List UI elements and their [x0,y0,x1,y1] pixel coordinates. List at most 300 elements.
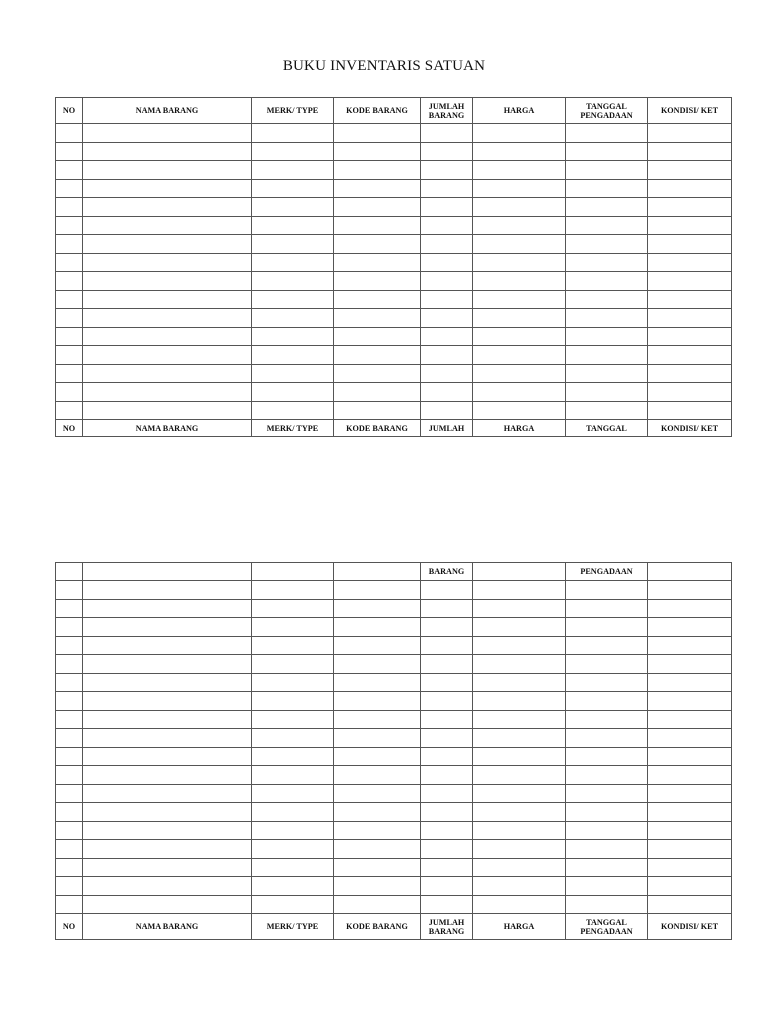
cell-jumlah-barang[interactable] [421,124,473,143]
cell-no[interactable] [56,877,83,896]
cell-tanggal-pengadaan[interactable] [566,692,648,711]
cell-nama-barang[interactable] [83,729,252,748]
cell-merk-type[interactable] [252,142,334,161]
cell-jumlah-barang[interactable] [421,142,473,161]
cell-kode-barang[interactable] [334,821,421,840]
cell-jumlah-barang[interactable] [421,383,473,402]
cell-kondisi-ket[interactable] [648,216,732,235]
cell-tanggal-pengadaan[interactable] [566,599,648,618]
cell-kondisi-ket[interactable] [648,198,732,217]
header-tanggal-line2: PENGADAAN [580,110,633,120]
cell-merk-type[interactable] [252,618,334,637]
cell-nama-barang[interactable] [83,599,252,618]
cell-harga[interactable] [473,747,566,766]
cell-tanggal-pengadaan[interactable] [566,216,648,235]
cell-harga[interactable] [473,179,566,198]
cell-jumlah-barang[interactable] [421,784,473,803]
cell-kondisi-ket[interactable] [648,729,732,748]
cell-no[interactable] [56,161,83,180]
cell-kode-barang[interactable] [334,383,421,402]
cell-kode-barang[interactable] [334,692,421,711]
cell-merk-type[interactable] [252,636,334,655]
cell-merk-type[interactable] [252,673,334,692]
cell-no[interactable] [56,401,83,420]
cell-tanggal-pengadaan[interactable] [566,877,648,896]
cell-harga[interactable] [473,895,566,914]
cell-no[interactable] [56,179,83,198]
cell-harga[interactable] [473,253,566,272]
cell-tanggal-pengadaan[interactable] [566,840,648,859]
cell-harga[interactable] [473,840,566,859]
cell-tanggal-pengadaan[interactable] [566,290,648,309]
cell-jumlah-barang[interactable] [421,346,473,365]
cell-jumlah-barang[interactable] [421,821,473,840]
cell-kondisi-ket[interactable] [648,618,732,637]
cell-merk-type[interactable] [252,253,334,272]
table-row [56,858,732,877]
cell-tanggal-pengadaan[interactable] [566,327,648,346]
cell-no[interactable] [56,618,83,637]
cell-tanggal-pengadaan[interactable] [566,364,648,383]
cell-jumlah-barang[interactable] [421,599,473,618]
cell-merk-type[interactable] [252,895,334,914]
cell-harga[interactable] [473,858,566,877]
cell-kode-barang[interactable] [334,327,421,346]
cell-harga[interactable] [473,636,566,655]
cell-merk-type[interactable] [252,877,334,896]
table-footer-row [56,420,732,437]
footer-no: NO [56,420,83,437]
cell-jumlah-barang[interactable] [421,309,473,328]
cell-harga[interactable] [473,124,566,143]
cell-no[interactable] [56,346,83,365]
cell-no[interactable] [56,309,83,328]
cell-nama-barang[interactable] [83,216,252,235]
cell-nama-barang[interactable] [83,309,252,328]
cell-nama-barang[interactable] [83,364,252,383]
cell-harga[interactable] [473,290,566,309]
cell-tanggal-pengadaan[interactable] [566,655,648,674]
cell-kondisi-ket[interactable] [648,383,732,402]
cell-tanggal-pengadaan[interactable] [566,179,648,198]
cell-harga[interactable] [473,346,566,365]
cell-kode-barang[interactable] [334,216,421,235]
cell-nama-barang[interactable] [83,692,252,711]
header-jumlah-barang [421,98,473,124]
cell-no[interactable] [56,599,83,618]
cell-no[interactable] [56,142,83,161]
cell-jumlah-barang[interactable] [421,895,473,914]
cell-kondisi-ket[interactable] [648,161,732,180]
cell-merk-type[interactable] [252,581,334,600]
cell-kode-barang[interactable] [334,581,421,600]
cell-no[interactable] [56,673,83,692]
cell-kode-barang[interactable] [334,198,421,217]
cell-jumlah-barang[interactable] [421,253,473,272]
cell-kondisi-ket[interactable] [648,895,732,914]
cell-tanggal-pengadaan[interactable] [566,235,648,254]
cell-no[interactable] [56,216,83,235]
cell-no[interactable] [56,766,83,785]
cell-no[interactable] [56,563,83,581]
cell-kondisi-ket[interactable] [648,563,732,581]
header-nama-barang: NAMA BARANG [83,98,252,124]
cell-nama-barang[interactable] [83,877,252,896]
cell-kondisi-ket[interactable] [648,710,732,729]
cell-kode-barang[interactable] [334,803,421,822]
cell-kode-barang[interactable] [334,710,421,729]
cell-kondisi-ket[interactable] [648,235,732,254]
cell-harga[interactable] [473,877,566,896]
cell-kode-barang[interactable] [334,272,421,291]
cell-kondisi-ket[interactable] [648,364,732,383]
cell-jumlah-barang[interactable] [421,198,473,217]
cell-merk-type[interactable] [252,272,334,291]
cell-kode-barang[interactable] [334,235,421,254]
cell-merk-type[interactable] [252,364,334,383]
cell-kondisi-ket[interactable] [648,581,732,600]
cell-merk-type[interactable] [252,747,334,766]
cell-kondisi-ket[interactable] [648,124,732,143]
cell-harga[interactable] [473,309,566,328]
cell-nama-barang[interactable] [83,766,252,785]
cell-kode-barang[interactable] [334,747,421,766]
cell-kode-barang[interactable] [334,124,421,143]
cell-kondisi-ket[interactable] [648,784,732,803]
cell-merk-type[interactable] [252,655,334,674]
cell-tanggal-pengadaan[interactable] [566,729,648,748]
cell-nama-barang[interactable] [83,655,252,674]
cell-jumlah-barang[interactable] [421,327,473,346]
cell-merk-type[interactable] [252,179,334,198]
cell-no[interactable] [56,821,83,840]
cell-jumlah-barang[interactable] [421,655,473,674]
cell-kode-barang[interactable] [334,729,421,748]
cell-merk-type[interactable] [252,858,334,877]
cell-no[interactable] [56,581,83,600]
cell-tanggal-pengadaan[interactable] [566,784,648,803]
cell-harga[interactable] [473,581,566,600]
cell-no[interactable] [56,383,83,402]
cell-no[interactable] [56,364,83,383]
cell-nama-barang[interactable] [83,895,252,914]
table-row [56,895,732,914]
cell-harga[interactable] [473,161,566,180]
cell-kode-barang[interactable] [334,655,421,674]
cell-tanggal-pengadaan[interactable] [566,710,648,729]
cell-harga[interactable] [473,673,566,692]
cell-kondisi-ket[interactable] [648,401,732,420]
cell-kondisi-ket[interactable] [648,272,732,291]
cell-merk-type[interactable] [252,161,334,180]
cell-no[interactable] [56,710,83,729]
cell-nama-barang[interactable] [83,618,252,637]
cell-no[interactable] [56,729,83,748]
cell-jumlah-barang[interactable] [421,581,473,600]
cell-no[interactable] [56,124,83,143]
cell-jumlah-barang[interactable] [421,216,473,235]
cell-no[interactable] [56,636,83,655]
cell-kode-barang[interactable] [334,877,421,896]
cell-kondisi-ket[interactable] [648,803,732,822]
cell-merk-type[interactable] [252,563,334,581]
cell-nama-barang[interactable] [83,581,252,600]
cell-tanggal-pengadaan[interactable] [566,272,648,291]
cell-merk-type[interactable] [252,784,334,803]
cell-harga[interactable] [473,710,566,729]
cell-jumlah-barang[interactable] [421,803,473,822]
cell-merk-type[interactable] [252,124,334,143]
cell-nama-barang[interactable] [83,563,252,581]
cell-jumlah-barang[interactable] [421,401,473,420]
cell-harga[interactable] [473,235,566,254]
cell-kondisi-ket[interactable] [648,179,732,198]
cell-kode-barang[interactable] [334,784,421,803]
cell-nama-barang[interactable] [83,747,252,766]
footer-kode-barang: KODE BARANG [334,914,421,940]
cell-jumlah-barang[interactable] [421,272,473,291]
cell-tanggal-pengadaan[interactable] [566,895,648,914]
cell-kondisi-ket[interactable] [648,858,732,877]
cell-harga[interactable] [473,383,566,402]
cell-kondisi-ket[interactable] [648,766,732,785]
cell-tanggal-pengadaan[interactable] [566,581,648,600]
cell-no[interactable] [56,235,83,254]
cell-merk-type[interactable] [252,309,334,328]
cell-tanggal-pengadaan[interactable] [566,198,648,217]
cell-no[interactable] [56,784,83,803]
cell-nama-barang[interactable] [83,253,252,272]
cell-nama-barang[interactable] [83,401,252,420]
cell-merk-type[interactable] [252,383,334,402]
cell-nama-barang[interactable] [83,784,252,803]
cell-kondisi-ket[interactable] [648,142,732,161]
cell-harga[interactable] [473,655,566,674]
cell-kode-barang[interactable] [334,142,421,161]
cell-nama-barang[interactable] [83,803,252,822]
cell-tanggal-pengadaan[interactable] [566,346,648,365]
cell-nama-barang[interactable] [83,198,252,217]
cell-kode-barang[interactable] [334,599,421,618]
cell-kode-barang[interactable] [334,673,421,692]
cell-no[interactable] [56,803,83,822]
cell-tanggal-pengadaan[interactable] [566,309,648,328]
cell-kode-barang[interactable] [334,563,421,581]
cell-kondisi-ket[interactable] [648,692,732,711]
cell-jumlah-barang[interactable] [421,858,473,877]
cell-merk-type[interactable] [252,710,334,729]
cell-merk-type[interactable] [252,290,334,309]
cell-tanggal-pengadaan[interactable] [566,858,648,877]
cell-nama-barang[interactable] [83,383,252,402]
footer-kondisi-ket: KONDISI/ KET [648,914,732,940]
cell-merk-type[interactable] [252,327,334,346]
table-row [56,383,732,402]
cell-jumlah-barang[interactable] [421,766,473,785]
cell-harga[interactable] [473,784,566,803]
cell-tanggal-pengadaan[interactable] [566,124,648,143]
cell-no[interactable] [56,198,83,217]
cell-no[interactable] [56,272,83,291]
cell-kondisi-ket[interactable] [648,747,732,766]
cell-no[interactable] [56,747,83,766]
cell-tanggal-pengadaan[interactable] [566,383,648,402]
cell-kondisi-ket[interactable] [648,840,732,859]
document-title: BUKU INVENTARIS SATUAN [282,58,486,74]
cell-kode-barang[interactable] [334,253,421,272]
cell-no[interactable] [56,895,83,914]
cell-merk-type[interactable] [252,803,334,822]
cell-harga[interactable] [473,364,566,383]
cell-nama-barang[interactable] [83,290,252,309]
cell-nama-barang[interactable] [83,179,252,198]
cell-kondisi-ket[interactable] [648,346,732,365]
cell-kondisi-ket[interactable] [648,673,732,692]
header-jumlah-line1: JUMLAH [428,101,465,111]
cell-kondisi-ket[interactable] [648,655,732,674]
cell-jumlah-barang[interactable] [421,747,473,766]
cell-merk-type[interactable] [252,401,334,420]
cell-tanggal-pengadaan[interactable] [566,636,648,655]
cell-jumlah-barang[interactable] [421,710,473,729]
cell-tanggal-pengadaan[interactable] [566,673,648,692]
cell-jumlah-barang[interactable] [421,161,473,180]
cell-nama-barang[interactable] [83,327,252,346]
table-row [56,253,732,272]
cell-no[interactable] [56,327,83,346]
cell-jumlah-barang[interactable] [421,877,473,896]
cell-kode-barang[interactable] [334,364,421,383]
cell-merk-type[interactable] [252,198,334,217]
cell-kondisi-ket[interactable] [648,821,732,840]
cell-tanggal-pengadaan[interactable] [566,618,648,637]
cell-jumlah-barang[interactable] [421,290,473,309]
cell-no[interactable] [56,692,83,711]
cell-harga[interactable] [473,692,566,711]
cell-harga[interactable] [473,766,566,785]
cell-nama-barang[interactable] [83,235,252,254]
cell-kode-barang[interactable] [334,858,421,877]
cell-kondisi-ket[interactable] [648,309,732,328]
cell-no[interactable] [56,858,83,877]
cell-jumlah-barang[interactable] [421,840,473,859]
cell-nama-barang[interactable] [83,272,252,291]
cell-no[interactable] [56,253,83,272]
cell-kode-barang[interactable] [334,161,421,180]
cell-kondisi-ket[interactable] [648,327,732,346]
cell-harga[interactable] [473,198,566,217]
cell-harga[interactable] [473,599,566,618]
table-row [56,364,732,383]
cell-jumlah-barang[interactable] [421,729,473,748]
cell-jumlah-barang[interactable] [421,673,473,692]
cell-tanggal-pengadaan[interactable] [566,821,648,840]
cell-nama-barang[interactable] [83,636,252,655]
cell-tanggal-pengadaan[interactable] [566,253,648,272]
cell-merk-type[interactable] [252,729,334,748]
cell-merk-type[interactable] [252,840,334,859]
cell-kode-barang[interactable] [334,618,421,637]
cell-tanggal-pengadaan[interactable] [566,747,648,766]
cell-nama-barang[interactable] [83,673,252,692]
cell-tanggal-pengadaan[interactable] [566,161,648,180]
cell-harga[interactable] [473,803,566,822]
cell-harga[interactable] [473,729,566,748]
cell-jumlah-barang[interactable] [421,636,473,655]
cell-merk-type[interactable] [252,216,334,235]
cell-kode-barang[interactable] [334,840,421,859]
footer-jumlah: JUMLAH [421,420,473,437]
cell-jumlah-barang[interactable] [421,364,473,383]
continuation-jumlah-label: BARANG [421,563,473,581]
cell-no[interactable] [56,290,83,309]
cell-kode-barang[interactable] [334,636,421,655]
cell-jumlah-barang[interactable] [421,618,473,637]
cell-nama-barang[interactable] [83,840,252,859]
cell-merk-type[interactable] [252,692,334,711]
cell-harga[interactable] [473,821,566,840]
table-row [56,673,732,692]
cell-merk-type[interactable] [252,599,334,618]
cell-nama-barang[interactable] [83,821,252,840]
cell-nama-barang[interactable] [83,124,252,143]
cell-tanggal-pengadaan[interactable] [566,803,648,822]
cell-kondisi-ket[interactable] [648,290,732,309]
cell-no[interactable] [56,655,83,674]
cell-harga[interactable] [473,142,566,161]
cell-kondisi-ket[interactable] [648,253,732,272]
cell-jumlah-barang[interactable] [421,235,473,254]
cell-tanggal-pengadaan[interactable] [566,766,648,785]
cell-nama-barang[interactable] [83,858,252,877]
cell-harga[interactable] [473,216,566,235]
table-row [56,710,732,729]
cell-harga[interactable] [473,272,566,291]
cell-harga[interactable] [473,401,566,420]
cell-nama-barang[interactable] [83,346,252,365]
cell-merk-type[interactable] [252,346,334,365]
header-kondisi-ket: KONDISI/ KET [648,98,732,124]
cell-nama-barang[interactable] [83,710,252,729]
cell-kode-barang[interactable] [334,401,421,420]
cell-kondisi-ket[interactable] [648,636,732,655]
cell-jumlah-barang[interactable] [421,179,473,198]
cell-kode-barang[interactable] [334,766,421,785]
table-row [56,766,732,785]
cell-merk-type[interactable] [252,766,334,785]
cell-kode-barang[interactable] [334,309,421,328]
cell-harga[interactable] [473,618,566,637]
table-header-row [56,98,732,124]
cell-kode-barang[interactable] [334,179,421,198]
continuation-tanggal-label: PENGADAAN [566,563,648,581]
cell-jumlah-barang[interactable] [421,692,473,711]
cell-kondisi-ket[interactable] [648,877,732,896]
cell-kondisi-ket[interactable] [648,599,732,618]
cell-harga[interactable] [473,327,566,346]
cell-harga[interactable] [473,563,566,581]
cell-nama-barang[interactable] [83,142,252,161]
cell-kode-barang[interactable] [334,346,421,365]
cell-merk-type[interactable] [252,235,334,254]
cell-kode-barang[interactable] [334,895,421,914]
cell-no[interactable] [56,840,83,859]
cell-tanggal-pengadaan[interactable] [566,401,648,420]
cell-merk-type[interactable] [252,821,334,840]
cell-nama-barang[interactable] [83,161,252,180]
cell-tanggal-pengadaan[interactable] [566,142,648,161]
cell-kode-barang[interactable] [334,290,421,309]
